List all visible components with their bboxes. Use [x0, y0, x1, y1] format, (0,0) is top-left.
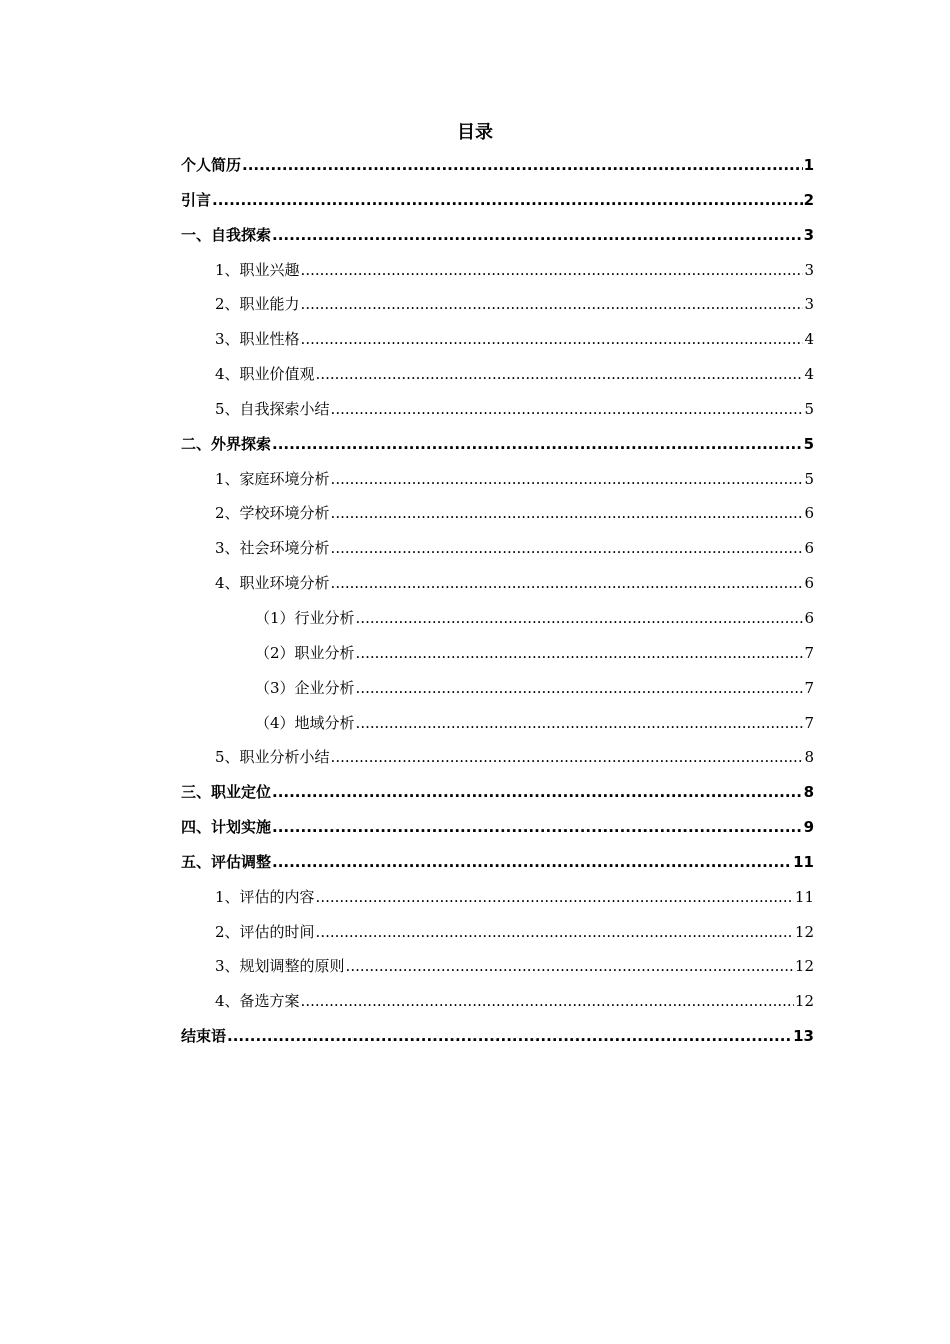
toc-page-number: 8: [804, 748, 814, 767]
toc-entry[interactable]: [181, 218, 814, 253]
toc-entry[interactable]: [181, 636, 814, 671]
toc-page-number: 5: [803, 434, 814, 453]
toc-page-number: 6: [804, 574, 814, 593]
toc-dot-leader: [272, 810, 803, 845]
toc-entry[interactable]: [181, 810, 814, 845]
toc-dot-leader: [212, 183, 803, 218]
toc-entry-label: 引言: [181, 190, 212, 209]
toc-entry[interactable]: [181, 392, 814, 427]
toc-entry[interactable]: [181, 984, 814, 1019]
toc-dot-leader: [301, 322, 804, 357]
toc-entry-label: （1）行业分析: [255, 608, 355, 627]
toc-entry[interactable]: [181, 601, 814, 636]
toc-dot-leader: [356, 636, 804, 671]
toc-page-number: 3: [804, 260, 814, 279]
toc-entry-label: （3）企业分析: [255, 678, 355, 697]
toc-dot-leader: [316, 915, 794, 950]
toc-entry-label: 3、社会环境分析: [215, 539, 330, 558]
toc-dot-leader: [301, 287, 804, 322]
toc-page-number: 3: [804, 295, 814, 314]
toc-entry-label: 3、职业性格: [215, 330, 300, 349]
table-of-contents: [181, 148, 814, 1054]
toc-page-number: 12: [794, 922, 814, 941]
toc-entry-label: 一、自我探索: [181, 225, 272, 244]
toc-entry-label: 4、备选方案: [215, 992, 300, 1011]
toc-page-number: 2: [803, 190, 814, 209]
toc-entry-label: 1、职业兴趣: [215, 260, 300, 279]
toc-entry[interactable]: [181, 183, 814, 218]
toc-dot-leader: [331, 566, 804, 601]
toc-entry-label: 二、外界探索: [181, 434, 272, 453]
toc-dot-leader: [301, 984, 794, 1019]
toc-entry-label: 5、自我探索小结: [215, 399, 330, 418]
toc-dot-leader: [316, 357, 804, 392]
toc-dot-leader: [356, 706, 804, 741]
toc-dot-leader: [316, 880, 794, 915]
toc-page-number: 6: [804, 608, 814, 627]
toc-page-number: 6: [804, 504, 814, 523]
toc-dot-leader: [331, 740, 804, 775]
toc-entry-label: 2、职业能力: [215, 295, 300, 314]
toc-dot-leader: [356, 671, 804, 706]
toc-entry[interactable]: [181, 880, 814, 915]
toc-page-number: 9: [803, 818, 814, 837]
toc-entry[interactable]: [181, 706, 814, 741]
toc-entry-label: 4、职业价值观: [215, 365, 315, 384]
toc-dot-leader: [301, 253, 804, 288]
toc-entry-label: 2、学校环境分析: [215, 504, 330, 523]
toc-dot-leader: [346, 949, 794, 984]
toc-dot-leader: [356, 601, 804, 636]
toc-page-number: 6: [804, 539, 814, 558]
toc-entry[interactable]: [181, 949, 814, 984]
toc-entry-label: 个人简历: [181, 156, 242, 174]
toc-entry[interactable]: [181, 287, 814, 322]
toc-entry-label: 4、职业环境分析: [215, 574, 330, 593]
toc-page-number: 7: [804, 678, 814, 697]
toc-page-number: 1: [803, 156, 814, 174]
toc-entry[interactable]: [181, 496, 814, 531]
toc-dot-leader: [272, 427, 803, 462]
toc-entry[interactable]: [181, 531, 814, 566]
toc-entry[interactable]: [181, 740, 814, 775]
toc-entry-label: 五、评估调整: [181, 852, 272, 871]
toc-entry[interactable]: [181, 671, 814, 706]
toc-page-number: 11: [794, 887, 814, 906]
toc-dot-leader: [272, 775, 803, 810]
toc-page-number: 5: [804, 399, 814, 418]
toc-entry-label: 1、评估的内容: [215, 887, 315, 906]
toc-page-number: 3: [803, 225, 814, 244]
toc-dot-leader: [331, 462, 804, 497]
toc-entry-label: （2）职业分析: [255, 643, 355, 662]
toc-entry[interactable]: [181, 253, 814, 288]
toc-entry-label: 1、家庭环境分析: [215, 469, 330, 488]
toc-entry[interactable]: [181, 427, 814, 462]
toc-title: 目录: [457, 122, 493, 143]
toc-dot-leader: [331, 392, 804, 427]
toc-dot-leader: [272, 845, 792, 880]
toc-entry[interactable]: [181, 775, 814, 810]
toc-page-number: 12: [794, 957, 814, 976]
toc-entry[interactable]: [181, 462, 814, 497]
toc-dot-leader: [242, 148, 803, 183]
toc-entry-label: 2、评估的时间: [215, 922, 315, 941]
toc-entry[interactable]: [181, 357, 814, 392]
toc-entry-label: 四、计划实施: [181, 818, 272, 837]
toc-page-number: 12: [794, 992, 814, 1011]
toc-entry[interactable]: [181, 322, 814, 357]
toc-entry-label: 结束语: [181, 1027, 227, 1046]
toc-dot-leader: [272, 218, 803, 253]
toc-entry[interactable]: [181, 845, 814, 880]
toc-dot-leader: [331, 531, 804, 566]
toc-entry-label: （4）地域分析: [255, 713, 355, 732]
toc-entry[interactable]: [181, 148, 814, 183]
toc-entry-label: 3、规划调整的原则: [215, 957, 345, 976]
toc-entry[interactable]: [181, 1019, 814, 1054]
toc-entry-label: 三、职业定位: [181, 783, 272, 802]
toc-page-number: 8: [803, 783, 814, 802]
toc-entry[interactable]: [181, 566, 814, 601]
toc-dot-leader: [331, 496, 804, 531]
toc-entry-label: 5、职业分析小结: [215, 748, 330, 767]
toc-page-number: 11: [793, 852, 814, 871]
toc-page-number: 13: [793, 1027, 814, 1046]
toc-entry[interactable]: [181, 915, 814, 950]
toc-page-number: 7: [804, 643, 814, 662]
toc-page-number: 7: [804, 713, 814, 732]
toc-page-number: 4: [804, 330, 814, 349]
toc-dot-leader: [227, 1019, 792, 1054]
toc-page-number: 5: [804, 469, 814, 488]
toc-page-number: 4: [804, 365, 814, 384]
